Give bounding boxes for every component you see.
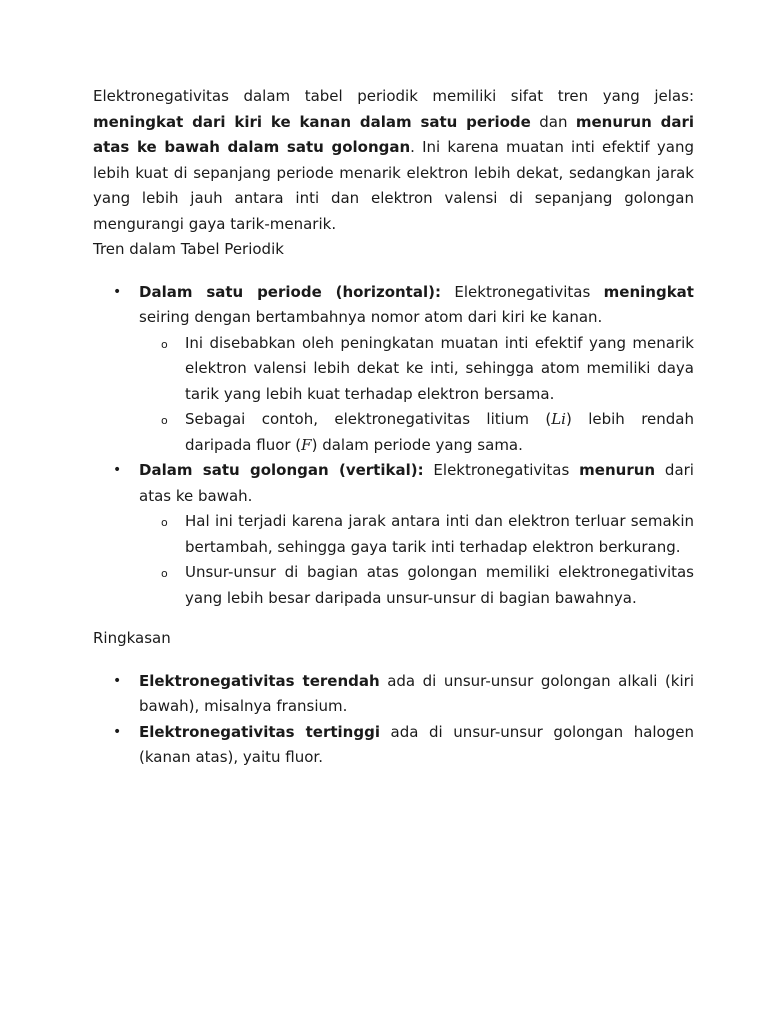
trend-item-title: Dalam satu golongan (vertikal): bbox=[139, 461, 424, 479]
summary-item-text: ada di unsur-unsur golongan halogen (kanan atas), yaitu fluor. bbox=[139, 722, 694, 766]
bullet-icon: • bbox=[113, 723, 122, 740]
sub-item-text: Sebagai contoh, elektronegativitas litium ( bbox=[185, 410, 552, 428]
intro-text-1: Elektronegativitas dalam tabel periodik memiliki sifat tren yang jelas: bbox=[93, 87, 694, 105]
math-symbol-li: Li bbox=[551, 410, 566, 428]
sub-item bbox=[139, 509, 694, 560]
intro-bold-1: meningkat dari kiri ke kanan dalam satu periode bbox=[93, 112, 531, 131]
intro-paragraph bbox=[93, 84, 694, 237]
sub-item bbox=[139, 331, 694, 408]
sub-item bbox=[139, 407, 694, 458]
circle-bullet-icon: o bbox=[161, 337, 168, 351]
summary-heading: Ringkasan bbox=[93, 629, 171, 647]
trend-item-keyword: meningkat bbox=[603, 282, 694, 301]
intro-text-2: dan bbox=[530, 112, 576, 131]
trend-heading: Tren dalam Tabel Periodik bbox=[93, 240, 284, 258]
summary-item-title: Elektronegativitas terendah bbox=[139, 671, 380, 690]
sub-list bbox=[139, 331, 694, 459]
trend-list bbox=[93, 280, 694, 612]
intro-bold-2: menurun dari atas ke bawah dalam satu golongan bbox=[93, 112, 694, 156]
sub-item-text: Unsur-unsur di bagian atas golongan memiliki elektronegativitas yang lebih besar daripada unsur-unsur di bagian bawahnya. bbox=[185, 563, 694, 607]
trend-item-period bbox=[93, 280, 694, 459]
intro-text-3: . Ini karena muatan inti efektif yang lebih kuat di sepanjang periode menarik elektron lebih dekat, sedangkan jarak yang lebih jauh antara inti dan elektron valensi di sepanjang golongan mengurangi gaya tarik-menarik. bbox=[93, 138, 694, 233]
trend-item-group bbox=[93, 458, 694, 611]
summary-list bbox=[93, 669, 694, 771]
summary-item bbox=[93, 720, 694, 771]
math-symbol-f: F bbox=[301, 435, 312, 454]
summary-item bbox=[93, 669, 694, 720]
sub-item-text: ) lebih rendah daripada fluor ( bbox=[185, 410, 694, 454]
trend-item-text: seiring dengan bertambahnya nomor atom dari kiri ke kanan. bbox=[139, 308, 603, 326]
circle-bullet-icon: o bbox=[161, 567, 168, 580]
trend-item-text: dari atas ke bawah. bbox=[139, 461, 694, 505]
bullet-icon: • bbox=[113, 672, 122, 689]
trend-item-text: Elektronegativitas bbox=[423, 461, 580, 479]
sub-item-text: Ini disebabkan oleh peningkatan muatan inti efektif yang menarik elektron valensi lebih dekat ke inti, sehingga atom memiliki daya tarik yang lebih kuat terhadap elektron bersama. bbox=[185, 333, 694, 403]
bullet-icon: • bbox=[113, 462, 122, 478]
trend-item-keyword: menurun bbox=[579, 461, 656, 479]
summary-item-text: ada di unsur-unsur golongan alkali (kiri bawah), misalnya fransium. bbox=[139, 671, 694, 715]
sub-item bbox=[139, 560, 694, 611]
sub-list bbox=[139, 509, 694, 611]
trend-item-title: Dalam satu periode (horizontal): bbox=[139, 282, 441, 301]
bullet-icon: • bbox=[113, 283, 122, 300]
summary-item-title: Elektronegativitas tertinggi bbox=[139, 722, 380, 741]
sub-item-text: ) dalam periode yang sama. bbox=[311, 435, 523, 454]
trend-item-text: Elektronegativitas bbox=[440, 282, 604, 301]
sub-item-text: Hal ini terjadi karena jarak antara inti dan elektron terluar semakin bertambah, sehingga gaya tarik inti terhadap elektron berkurang. bbox=[185, 512, 694, 556]
document-body bbox=[93, 84, 694, 771]
circle-bullet-icon: o bbox=[161, 414, 168, 427]
circle-bullet-icon: o bbox=[161, 516, 168, 529]
